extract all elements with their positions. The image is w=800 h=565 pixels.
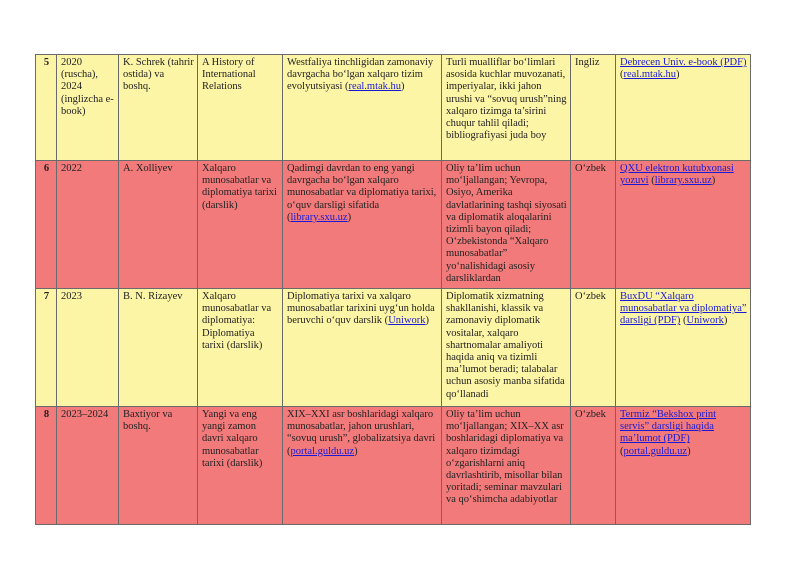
description-link[interactable]: library.sxu.uz [290, 211, 348, 223]
language-cell [571, 289, 616, 407]
table-row [36, 161, 751, 289]
language-text: O‘zbek [575, 163, 606, 174]
title-text: Xalqaro munosabatlar va diplomatiya tarixi (darslik) [202, 163, 277, 211]
title-cell [198, 407, 283, 525]
year-cell [57, 289, 119, 407]
description-cell [283, 289, 442, 407]
analysis-text: Diplomatik xizmatning shakllanishi, klassik va zamonaviy diplomatik vositalar, xalqaro shartnomalar amaliyoti haqida aniq va tizimli ma’lumot beradi; talabalar uchun asosiy manba sifatida qo‘llanadi [446, 291, 565, 400]
year-cell [57, 161, 119, 289]
analysis-text: Oliy ta’lim uchun mo‘ljallangan; Yevropa, Osiyo, Amerika davlatlarining tashqi siyosati va diplomatik aloqalarini tizimli bayon qiladi; O‘zbekistonda “Xalqaro munosabatlar” yo‘nalishidagi asosiy darsliklardan [446, 163, 567, 284]
author-text: B. N. Rizayev [123, 291, 183, 302]
row-number: 6 [36, 161, 57, 289]
description-close: ) [425, 315, 430, 327]
year-text: 2023–2024 [61, 409, 109, 420]
table-row [36, 55, 751, 161]
table-row [36, 289, 751, 407]
author-text: K. Schrek (tahrir ostida) va boshq. [123, 57, 194, 93]
description-close: ) [354, 445, 358, 457]
source-separator: ( [620, 445, 624, 457]
row-number: 8 [36, 407, 57, 525]
source-close: ) [723, 315, 728, 327]
analysis-cell [442, 289, 571, 407]
description-text: Westfaliya tinchligidan zamonaviy davrgacha bo‘lgan xalqaro tizim evolyutsiyasi ( [287, 57, 434, 93]
title-cell [198, 289, 283, 407]
year-text: 2022 [61, 163, 82, 174]
description-cell [283, 55, 442, 161]
source-cell [616, 161, 751, 289]
source-close: ) [711, 175, 716, 187]
title-cell [198, 161, 283, 289]
description-link[interactable]: Uniwork [388, 315, 426, 327]
description-text: Qadimgi davrdan to eng yangi davrgacha bo‘lgan xalqaro munosabatlar va diplomatiya tarixi, o‘quv darsligi sifatida ( [287, 163, 437, 223]
year-cell [57, 55, 119, 161]
analysis-cell [442, 161, 571, 289]
description-link[interactable]: portal.guldu.uz [290, 445, 355, 457]
language-cell [571, 161, 616, 289]
row-number: 7 [36, 289, 57, 407]
source-separator: ( [680, 315, 687, 327]
source-cell [616, 407, 751, 525]
source-site-link[interactable]: real.mtak.hu [623, 69, 676, 81]
description-close: ) [347, 211, 352, 223]
source-link[interactable]: QXU elektron kutubxonasi yozuvi [620, 163, 734, 187]
title-text: Yangi va eng yangi zamon davri xalqaro munosabatlar tarixi (darslik) [202, 409, 263, 469]
language-cell [571, 407, 616, 525]
description-close: ) [401, 81, 405, 93]
description-text: Diplomatiya tarixi va xalqaro munosabatlar tarixini uyg‘un holda beruvchi o‘quv darslik ( [287, 291, 435, 327]
row-number: 5 [36, 55, 57, 161]
author-text: A. Xolliyev [123, 163, 173, 174]
source-link[interactable]: Debrecen Univ. e-book (PDF) [620, 57, 747, 68]
source-separator: ( [648, 175, 655, 187]
author-cell [119, 161, 198, 289]
description-cell [283, 407, 442, 525]
description-cell [283, 161, 442, 289]
source-link[interactable]: BuxDU “Xalqaro munosabatlar va diplomatiya” darsligi (PDF) [620, 291, 747, 327]
year-cell [57, 407, 119, 525]
title-text: Xalqaro munosabatlar va diplomatiya: Diplomatiya tarixi (darslik) [202, 291, 272, 351]
author-cell [119, 407, 198, 525]
title-cell [198, 55, 283, 161]
analysis-text: Oliy ta’lim uchun mo‘ljallangan; XIX–XX asr boshlaridagi diplomatiya va xalqaro tizimdagi o‘zgarishlarni aniq davrlashtirib, misollar bilan yoritadi; seminar mavzulari va qo‘shimcha adabiyotlar [446, 409, 564, 506]
sources-table [35, 54, 751, 525]
source-cell [616, 55, 751, 161]
language-text: Ingliz [575, 57, 600, 68]
source-cell [616, 289, 751, 407]
year-text: 2020 (ruscha), 2024 (inglizcha e-book) [61, 57, 114, 117]
source-site-link[interactable]: Uniwork [686, 315, 724, 327]
author-cell [119, 289, 198, 407]
source-link[interactable]: Termiz “Bekshox print servis” darsligi haqida ma’lumot (PDF) [620, 409, 717, 445]
source-close: ) [675, 69, 680, 81]
title-text: A History of International Relations [202, 57, 256, 93]
analysis-cell [442, 55, 571, 161]
analysis-cell [442, 407, 571, 525]
table-row [36, 407, 751, 525]
source-separator: ( [620, 69, 624, 81]
year-text: 2023 [61, 291, 82, 302]
analysis-text: Turli mualliflar bo‘limlari asosida kuchlar muvozanati, imperiyalar, ikki jahon urushi va “sovuq urush”ning xalqaro tizimga ta’sirini chuqur tahlil qiladi; bibliografiyasi juda boy [446, 57, 567, 142]
description-link[interactable]: real.mtak.hu [348, 81, 402, 93]
author-text: Baxtiyor va boshq. [123, 409, 173, 433]
source-site-link[interactable]: portal.guldu.uz [623, 445, 688, 457]
author-cell [119, 55, 198, 161]
language-text: O‘zbek [575, 409, 606, 420]
source-close: ) [687, 445, 691, 457]
source-site-link[interactable]: library.sxu.uz [654, 175, 712, 187]
language-text: O‘zbek [575, 291, 606, 302]
language-cell [571, 55, 616, 161]
description-text: XIX–XXI asr boshlaridagi xalqaro munosabatlar, jahon urushlari, “sovuq urush”, globalizatsiya davri ( [287, 409, 436, 457]
